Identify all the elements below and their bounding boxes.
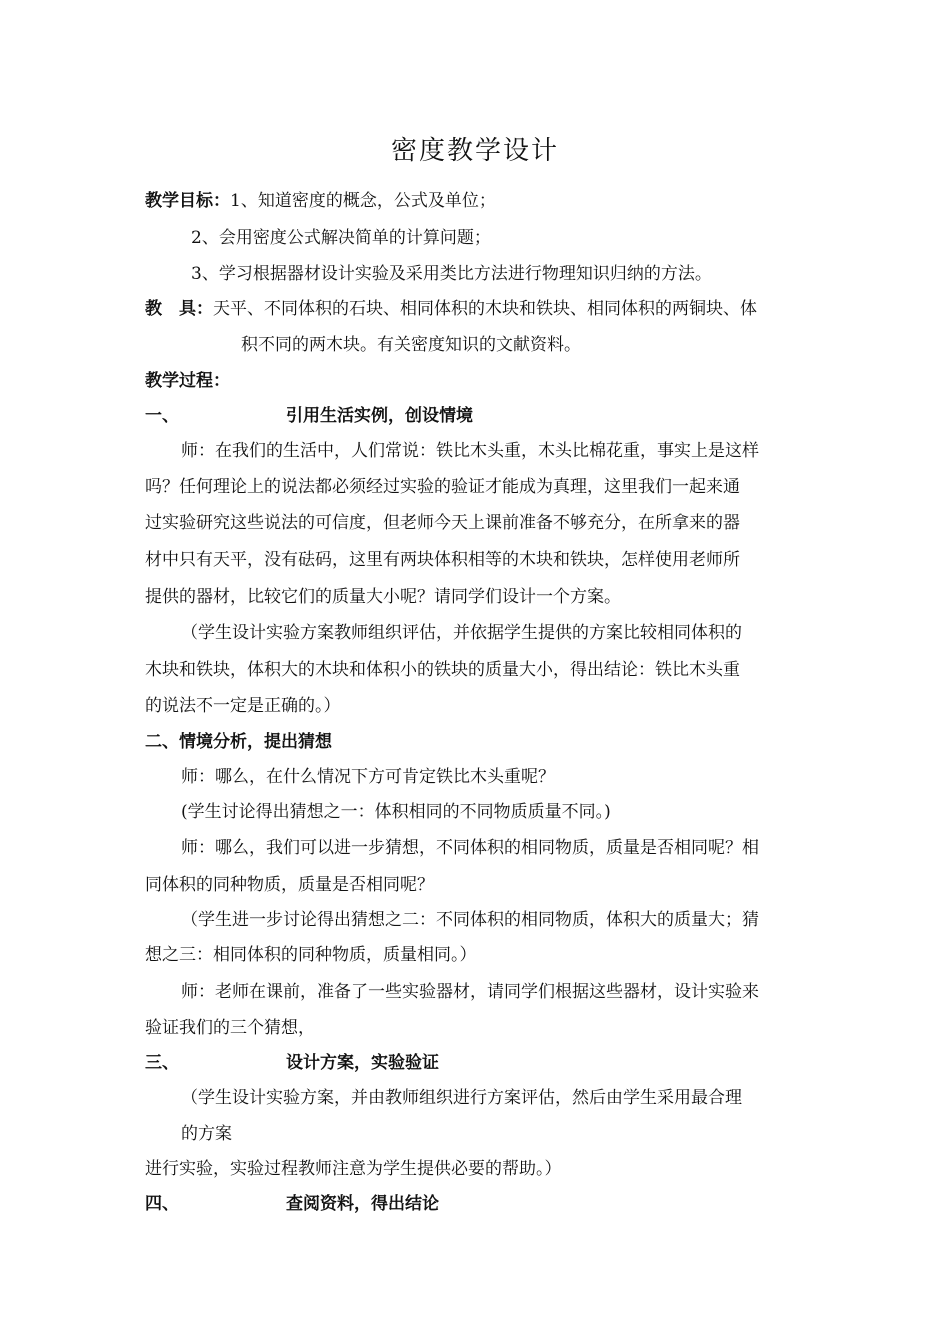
section-1-line-8: 的说法不一定是正确的。） <box>145 696 341 716</box>
section-3-line-3: 进行实验，实验过程教师注意为学生提供必要的帮助。） <box>145 1159 562 1179</box>
objective-item-1: 1、知道密度的概念，公式及单位； <box>230 191 496 211</box>
section-4-number: 四、 <box>145 1194 179 1214</box>
section-3-line-2: 的方案 <box>181 1124 232 1144</box>
section-1-line-6: （学生设计实验方案教师组织评估，并依据学生提供的方案比较相同体积的 <box>181 623 742 643</box>
objectives-line-1 <box>145 191 496 211</box>
section-1-title: 引用生活实例，创设情境 <box>286 406 473 426</box>
section-2-line-8: 验证我们的三个猜想， <box>145 1018 315 1038</box>
section-3-number: 三、 <box>145 1053 179 1073</box>
section-3-title: 设计方案，实验验证 <box>286 1053 439 1073</box>
objective-item-3: 3、学习根据器材设计实验及采用类比方法进行物理知识归纳的方法。 <box>191 264 712 284</box>
section-1-number: 一、 <box>145 406 179 426</box>
tools-text-2: 积不同的两木块。有关密度知识的文献资料。 <box>241 335 581 355</box>
section-2-title: 情境分析，提出猜想 <box>179 732 332 752</box>
section-2-heading <box>145 732 332 752</box>
section-4-title: 查阅资料，得出结论 <box>286 1194 439 1214</box>
objective-item-2: 2、会用密度公式解决简单的计算问题； <box>191 228 491 248</box>
section-1-line-2: 吗？任何理论上的说法都必须经过实验的验证才能成为真理，这里我们一起来通 <box>145 477 740 497</box>
objectives-label: 教学目标： <box>145 191 230 211</box>
section-2-line-4: 同体积的同种物质，质量是否相同呢？ <box>145 875 434 895</box>
section-2-line-7: 师：老师在课前，准备了一些实验器材，请同学们根据这些器材，设计实验来 <box>181 982 759 1002</box>
section-2-line-6: 想之三：相同体积的同种物质，质量相同。） <box>145 945 477 965</box>
process-label: 教学过程： <box>145 371 230 391</box>
section-1-line-3: 过实验研究这些说法的可信度，但老师今天上课前准备不够充分，在所拿来的器 <box>145 513 740 533</box>
section-2-line-2: (学生讨论得出猜想之一：体积相同的不同物质质量不同。) <box>181 802 611 822</box>
tools-text-1: 天平、不同体积的石块、相同体积的木块和铁块、相同体积的两铜块、体 <box>213 299 757 319</box>
section-2-line-1: 师：哪么，在什么情况下方可肯定铁比木头重呢？ <box>181 767 555 787</box>
tools-label: 教 具： <box>145 299 213 319</box>
section-1-line-1: 师：在我们的生活中，人们常说：铁比木头重，木头比棉花重，事实上是这样 <box>181 441 759 461</box>
section-3-line-1: （学生设计实验方案，并由教师组织进行方案评估，然后由学生采用最合理 <box>181 1088 742 1108</box>
section-1-line-7: 木块和铁块，体积大的木块和体积小的铁块的质量大小，得出结论：铁比木头重 <box>145 660 740 680</box>
section-2-line-5: （学生进一步讨论得出猜想之二：不同体积的相同物质，体积大的质量大；猜 <box>181 910 759 930</box>
tools-line-1 <box>145 299 757 319</box>
section-1-line-4: 材中只有天平，没有砝码，这里有两块体积相等的木块和铁块，怎样使用老师所 <box>145 550 740 570</box>
section-1-line-5: 提供的器材，比较它们的质量大小呢？请同学们设计一个方案。 <box>145 587 621 607</box>
section-2-number: 二、 <box>145 732 179 752</box>
document-title: 密度教学设计 <box>390 136 559 166</box>
section-2-line-3: 师：哪么，我们可以进一步猜想，不同体积的相同物质，质量是否相同呢？相 <box>181 838 759 858</box>
